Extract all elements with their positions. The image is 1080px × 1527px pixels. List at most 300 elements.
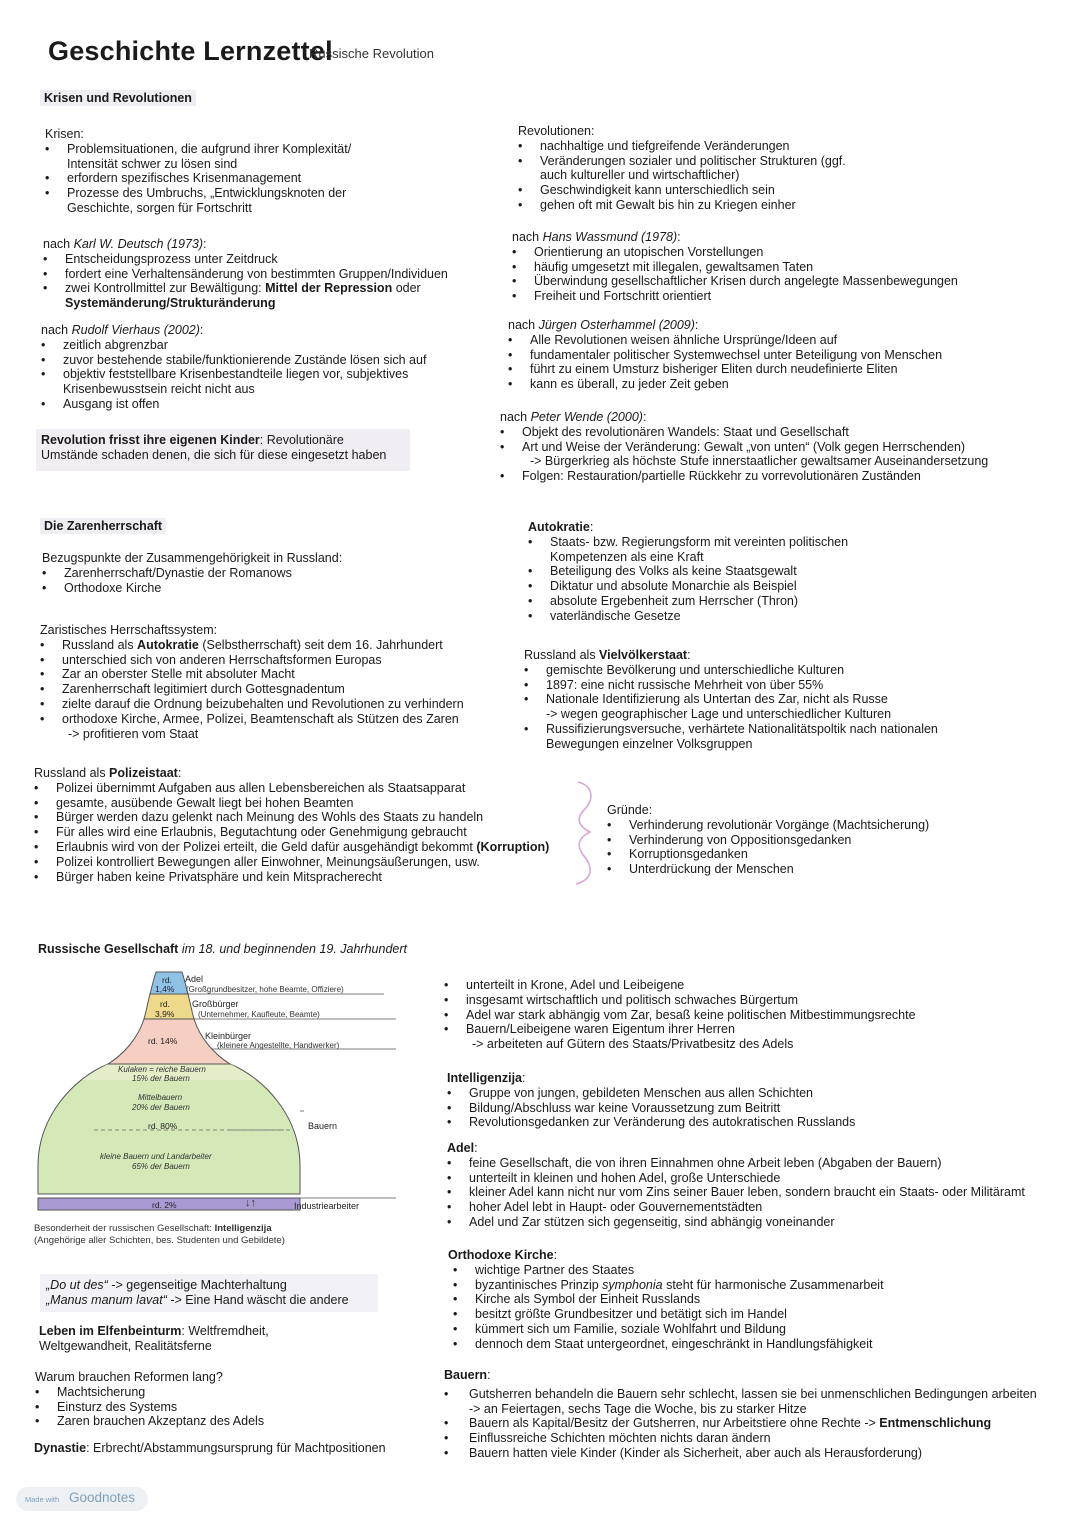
klein-sub: (kleinere Angestellte, Handwerker) bbox=[217, 1041, 340, 1050]
list-item-text: Staats- bzw. Regierungsform mit vereinten politischen bbox=[550, 534, 849, 549]
elfenbein-rest: : Weltfremdheit, bbox=[181, 1324, 269, 1338]
vielvoelker-colon: : bbox=[687, 648, 691, 662]
note-c: (Angehörige aller Schichten, bes. Studenten und Gebildete) bbox=[34, 1235, 285, 1246]
vielvoelker-prefix: Russland als bbox=[524, 648, 600, 662]
krisen-label: Krisen: bbox=[45, 127, 84, 141]
list-item bbox=[518, 198, 846, 213]
vierhaus-author: Rudolf Vierhaus (2002) bbox=[71, 323, 200, 337]
krisen-block bbox=[45, 127, 351, 216]
list-item bbox=[40, 653, 464, 668]
list-item-text: Objekt des revolutionären Wandels: Staat und Gesellschaft bbox=[522, 424, 849, 439]
list-item bbox=[453, 1307, 884, 1322]
gross-pct-a: rd. bbox=[160, 999, 170, 1009]
kulaken-a: Kulaken = reiche Bauern bbox=[118, 1065, 206, 1074]
doutdes-2a: „Manus manum lavat“ bbox=[46, 1292, 167, 1307]
bezug-block bbox=[42, 551, 342, 595]
list-item bbox=[40, 712, 464, 742]
list-item bbox=[45, 142, 351, 172]
bauern-pct: rd. 80% bbox=[148, 1121, 178, 1131]
list-item bbox=[41, 353, 426, 368]
list-item-text: Revolutionsgedanken zur Veränderung des autokratischen Russlands bbox=[469, 1115, 856, 1130]
vierhaus-list bbox=[41, 338, 426, 412]
list-item bbox=[447, 1156, 1025, 1171]
list-item bbox=[453, 1278, 884, 1293]
list-item-text: Einsturz des Systems bbox=[57, 1399, 178, 1414]
vierhaus-suffix: : bbox=[199, 323, 204, 337]
list-item bbox=[512, 289, 958, 304]
list-item-continuation: -> arbeiteten auf Gütern des Staats/Privatbesitz des Adels bbox=[472, 1037, 794, 1052]
kinder-line1 bbox=[41, 433, 405, 448]
list-item-text: Zar an oberster Stelle mit absoluter Macht bbox=[62, 667, 295, 682]
list-item bbox=[512, 260, 958, 275]
doutdes-1b: -> gegenseitige Machterhaltung bbox=[107, 1278, 287, 1292]
list-item-continuation: Kompetenzen als eine Kraft bbox=[550, 549, 704, 564]
list-item-text: Russifizierungsversuche, verhärtete Nationalitätspoltik nach nationalen bbox=[546, 721, 938, 736]
osterhammel-list bbox=[508, 333, 942, 392]
autokratie-block bbox=[528, 520, 848, 624]
list-item bbox=[524, 722, 938, 752]
sys1-c: (Selbstherrschaft) seit dem 16. Jahrhundert bbox=[198, 637, 443, 652]
kirche-block bbox=[448, 1248, 884, 1352]
kinder-box bbox=[36, 429, 410, 471]
vierhaus-heading bbox=[41, 323, 426, 338]
deutsch-list bbox=[43, 252, 448, 282]
list-item bbox=[40, 682, 464, 697]
reformen-block bbox=[35, 1370, 264, 1429]
revolutionen-block bbox=[518, 124, 846, 213]
mittel-a: Mittelbauern bbox=[138, 1093, 183, 1102]
list-item-text: Problemsituationen, die aufgrund ihrer Komplexität/ bbox=[67, 141, 352, 156]
list-item bbox=[524, 692, 938, 722]
list-item-text: Beteiligung des Volks als keine Staatsgewalt bbox=[550, 564, 797, 579]
elfenbein-bold: Leben im Elfenbeinturm bbox=[39, 1324, 182, 1338]
list-item-text: Kirche als Symbol der Einheit Russlands bbox=[475, 1292, 701, 1307]
list-item-text: führt zu einem Umsturz bisheriger Eliten durch neudefinierte Eliten bbox=[530, 362, 898, 377]
vierhaus-prefix: nach bbox=[41, 323, 72, 337]
wassmund-block bbox=[512, 230, 958, 304]
elfenbein-block bbox=[39, 1324, 269, 1354]
bauern-list bbox=[444, 1431, 1037, 1461]
intelligenzija-list bbox=[447, 1086, 855, 1130]
diagram-note-line1 bbox=[34, 1223, 285, 1235]
korruption-b: (Korruption) bbox=[476, 839, 550, 854]
list-item-text: feine Gesellschaft, die von ihren Einnahmen ohne Arbeit leben (Abgaben der Bauern) bbox=[469, 1155, 942, 1170]
kinder-bold: Revolution frisst ihre eigenen Kinder bbox=[41, 433, 260, 447]
list-item-text: Nationale Identifizierung als Untertan des Zar, nicht als Russe bbox=[546, 692, 888, 707]
polizei-block bbox=[34, 766, 549, 884]
gruende-label: Gründe: bbox=[607, 803, 653, 817]
list-item bbox=[518, 183, 846, 198]
osterhammel-suffix: : bbox=[694, 318, 699, 332]
system-list-first bbox=[40, 638, 464, 653]
list-item bbox=[41, 338, 426, 353]
arbeiter-label: Industriearbeiter bbox=[294, 1201, 360, 1211]
list-item bbox=[45, 171, 351, 186]
list-item bbox=[512, 245, 958, 260]
list-item-text: Bauern hatten viele Kinder (Kinder als Sicherheit, aber auch als Herausforderung) bbox=[469, 1445, 923, 1460]
wassmund-author: Hans Wassmund (1978) bbox=[542, 230, 678, 244]
adel-heading-label: Adel bbox=[447, 1141, 475, 1155]
kirche-item2-b: symphonia bbox=[602, 1277, 663, 1292]
list-item bbox=[528, 535, 848, 565]
kinder-line2: Umstände schaden denen, die sich für diese eingesetzt haben bbox=[41, 447, 387, 462]
list-item bbox=[453, 1322, 884, 1337]
deutsch-author: Karl W. Deutsch (1973) bbox=[73, 237, 204, 251]
bauern-item2-b: Entmenschlichung bbox=[879, 1416, 992, 1431]
section-heading-zaren: Die Zarenherrschaft bbox=[40, 518, 166, 534]
bauern-item1-a: Gutsherren behandeln die Bauern sehr schlecht, lassen sie bei unmenschlichen Bedingungen arbeiten bbox=[469, 1386, 1037, 1401]
list-item bbox=[444, 978, 916, 993]
kirche-list-first bbox=[448, 1263, 884, 1293]
autokratie-list bbox=[528, 535, 848, 624]
kirche-heading bbox=[448, 1248, 884, 1263]
list-item-text: Zarenherrschaft/Dynastie der Romanows bbox=[64, 565, 292, 580]
list-item bbox=[508, 333, 942, 348]
list-item-text: hoher Adel lebt in Haupt- oder Gouvernementstädten bbox=[469, 1200, 763, 1215]
list-item bbox=[45, 186, 351, 216]
wassmund-list bbox=[512, 245, 958, 304]
deutsch-block bbox=[43, 237, 448, 311]
list-item-text: Prozesse des Umbruchs, „Entwicklungsknoten der bbox=[67, 186, 347, 201]
list-item bbox=[34, 825, 549, 840]
gross-pct-b: 3,9% bbox=[155, 1009, 175, 1019]
list-item-continuation: Intensität schwer zu lösen sind bbox=[67, 156, 238, 171]
deutsch-item3-b: Mittel der Repression bbox=[265, 281, 393, 296]
sys1-b: Autokratie bbox=[137, 637, 199, 652]
list-item bbox=[518, 154, 846, 184]
wende-heading bbox=[500, 410, 988, 425]
intelligenzija-colon: : bbox=[522, 1071, 526, 1085]
list-item-text: Veränderungen sozialer und politischer Strukturen (ggf. bbox=[540, 153, 846, 168]
deutsch-suffix: : bbox=[203, 237, 207, 251]
list-item-text: kleiner Adel kann nicht nur vom Zins seiner Bauer leben, sondern braucht ein Staats- oder Militäramt bbox=[469, 1185, 1025, 1200]
list-item-text: Bürger haben keine Privatsphäre und kein Mitspracherecht bbox=[56, 869, 382, 884]
list-item-text: Bildung/Abschluss war keine Voraussetzung zum Beitritt bbox=[469, 1100, 781, 1115]
wende-block bbox=[500, 410, 988, 484]
list-item bbox=[447, 1101, 855, 1116]
krisen-list bbox=[45, 142, 351, 216]
doutdes-line2 bbox=[46, 1293, 372, 1308]
list-item bbox=[524, 663, 938, 678]
list-item-text: Folgen: Restauration/partielle Rückkehr zu vorrevolutionären Zuständen bbox=[522, 469, 921, 484]
list-item bbox=[447, 1115, 855, 1130]
list-item bbox=[518, 139, 846, 154]
list-item-text: Art und Weise der Veränderung: Gewalt „von unten“ (Volk gegen Herrschenden) bbox=[522, 439, 966, 454]
list-item bbox=[41, 367, 426, 397]
deutsch-item3-a: zwei Kontrollmittel zur Bewältigung: bbox=[65, 281, 266, 296]
kirche-colon: : bbox=[553, 1248, 558, 1262]
kulaken-b: 15% der Bauern bbox=[132, 1074, 190, 1083]
list-item bbox=[453, 1337, 884, 1352]
list-item-text: Verhinderung revolutionär Vorgänge (Machtsicherung) bbox=[629, 817, 930, 832]
list-item-text: Orientierung an utopischen Vorstellungen bbox=[534, 244, 764, 259]
list-item-text: Polizei kontrolliert Bewegungen aller Einwohner, Meinungsäußerungen, usw. bbox=[56, 854, 480, 869]
diagram-note bbox=[34, 1223, 285, 1247]
list-item-text: Überwindung gesellschaftlicher Krisen durch angelegte Massenbewegungen bbox=[534, 274, 958, 289]
wassmund-heading bbox=[512, 230, 958, 245]
list-item bbox=[41, 397, 426, 412]
gruende-list bbox=[607, 818, 929, 877]
list-item-text: Orthodoxe Kirche bbox=[64, 580, 162, 595]
list-item-text: Gruppe von jungen, gebildeten Menschen aus allen Schichten bbox=[469, 1085, 813, 1100]
list-item-text: unterschied sich von anderen Herrschaftsformen Europas bbox=[62, 652, 382, 667]
kirche-item1: wichtige Partner des Staates bbox=[475, 1262, 635, 1277]
list-item-text: Diktatur und absolute Monarchie als Beispiel bbox=[550, 579, 797, 594]
list-item bbox=[508, 348, 942, 363]
bauern-label: Bauern bbox=[308, 1121, 338, 1131]
vielvoelker-bold: Vielvölkerstaat bbox=[599, 648, 688, 662]
osterhammel-heading bbox=[508, 318, 942, 333]
list-item bbox=[447, 1185, 1025, 1200]
autokratie-colon: : bbox=[589, 520, 594, 534]
deutsch-item3-c: oder bbox=[392, 281, 421, 296]
list-item-text: Bauern/Leibeigene waren Eigentum ihrer Herren bbox=[466, 1022, 735, 1037]
list-item-text: Machtsicherung bbox=[57, 1384, 146, 1399]
polizei-bold: Polizeistaat bbox=[109, 766, 178, 780]
list-item bbox=[34, 870, 549, 885]
list-item bbox=[40, 638, 464, 653]
bauern-list-first bbox=[444, 1387, 1037, 1431]
kinder-rest: : Revolutionäre bbox=[259, 433, 344, 447]
polizei-list bbox=[34, 781, 549, 840]
society-diagram bbox=[34, 966, 434, 1216]
korruption-a: Erlaubnis wird von der Polizei erteilt, die Geld dafür ausgehändigt bekommt bbox=[56, 839, 477, 854]
polizei-prefix: Russland als bbox=[34, 766, 110, 780]
list-item bbox=[447, 1215, 1025, 1230]
kirche-item2-a: byzantinisches Prinzip bbox=[475, 1277, 603, 1292]
list-item-text: gesamte, ausübende Gewalt liegt bei hohen Beamten bbox=[56, 795, 354, 810]
list-item bbox=[35, 1414, 264, 1429]
up-down-arrows-icon: ↓↑ bbox=[245, 1197, 256, 1209]
mittel-b: 20% der Bauern bbox=[132, 1103, 190, 1112]
osterhammel-block bbox=[508, 318, 942, 392]
wende-suffix: : bbox=[642, 410, 647, 424]
curly-brace-icon bbox=[566, 778, 606, 888]
adel-label: Adel bbox=[185, 974, 204, 984]
list-item-text: 1897: eine nicht russische Mehrheit von über 55% bbox=[546, 677, 824, 692]
bezug-list bbox=[42, 566, 342, 596]
list-item-text: unterteilt in Krone, Adel und Leibeigene bbox=[466, 978, 685, 992]
adel-pct-a: rd. bbox=[162, 975, 172, 985]
kirche-list bbox=[448, 1292, 884, 1351]
bauern-heading bbox=[444, 1368, 1037, 1383]
list-item bbox=[447, 1086, 855, 1101]
list-item bbox=[607, 818, 929, 833]
list-item bbox=[42, 566, 342, 581]
list-item bbox=[34, 781, 549, 796]
list-item-continuation: -> Bürgerkrieg als höchste Stufe innerstaatlicher gewaltsamer Auseinandersetzung bbox=[530, 454, 989, 469]
osterhammel-author: Jürgen Osterhammel (2009) bbox=[538, 318, 695, 332]
gesellschaft-heading bbox=[38, 942, 407, 957]
kirche-item2-c: steht für harmonische Zusammenarbeit bbox=[662, 1277, 884, 1292]
badge-big-text: Goodnotes bbox=[69, 1490, 136, 1505]
elfenbein-line2: Weltgewandheit, Realitätsferne bbox=[39, 1338, 212, 1353]
list-item-text: gemischte Bevölkerung und unterschiedliche Kulturen bbox=[546, 662, 845, 677]
list-item-text: orthodoxe Kirche, Armee, Polizei, Beamtenschaft als Stützen des Zaren bbox=[62, 711, 459, 726]
list-item bbox=[34, 840, 549, 855]
list-item bbox=[43, 252, 448, 267]
bauern-item2-a: Bauern als Kapital/Besitz der Gutsherren, nur Arbeitstiere ohne Rechte -> bbox=[469, 1416, 880, 1431]
goodnotes-badge bbox=[16, 1487, 148, 1511]
vielvoelker-list bbox=[524, 663, 938, 752]
list-item bbox=[508, 362, 942, 377]
list-item-text: Ausgang ist offen bbox=[63, 396, 160, 411]
kleine-a: kleine Bauern und Landarbeiter bbox=[100, 1152, 212, 1161]
struktur-block bbox=[444, 978, 916, 1052]
list-item-text: gehen oft mit Gewalt bis hin zu Kriegen einher bbox=[540, 197, 796, 212]
wassmund-suffix: : bbox=[677, 230, 681, 244]
note-b: Intelligenzija bbox=[214, 1223, 272, 1234]
list-item bbox=[447, 1200, 1025, 1215]
list-item bbox=[35, 1385, 264, 1400]
brace-stroke bbox=[576, 782, 591, 884]
deutsch-heading bbox=[43, 237, 448, 252]
klein-label: Kleinbürger bbox=[205, 1031, 252, 1041]
list-item-text: objektiv feststellbare Krisenbestandteile liegen vor, subjektives bbox=[63, 367, 409, 382]
list-item bbox=[34, 796, 549, 811]
list-item-text: Zaren brauchen Akzeptanz des Adels bbox=[57, 1414, 265, 1429]
bauern-heading-colon: : bbox=[487, 1368, 491, 1382]
list-item-text: Einflussreiche Schichten möchten nichts daran ändern bbox=[469, 1431, 771, 1446]
adel-sub: (Großgrundbesitzer, hohe Beamte, Offiziere) bbox=[186, 985, 344, 994]
dynastie-bold: Dynastie bbox=[34, 1441, 87, 1455]
list-item-text: fordert eine Verhaltensänderung von bestimmten Gruppen/Individuen bbox=[65, 266, 448, 281]
elfenbein-line1 bbox=[39, 1324, 269, 1339]
note-a: Besonderheit der russischen Gesellschaft: bbox=[34, 1223, 215, 1234]
adel-heading bbox=[447, 1141, 1025, 1156]
bauern-heading-label: Bauern bbox=[444, 1368, 488, 1382]
bauern-block bbox=[444, 1368, 1037, 1461]
list-item bbox=[528, 579, 848, 594]
arbeiter-pct: rd. 2% bbox=[152, 1200, 177, 1210]
list-item-text: Unterdrückung der Menschen bbox=[629, 862, 794, 877]
list-item bbox=[444, 993, 916, 1008]
list-item-text: Verhinderung von Oppositionsgedanken bbox=[629, 832, 852, 847]
gesellschaft-heading-rest: im 18. und beginnenden 19. Jahrhundert bbox=[178, 942, 408, 956]
page-title: Geschichte Lernzettel bbox=[48, 36, 333, 66]
adel-heading-colon: : bbox=[474, 1141, 478, 1155]
list-item-text: Zarenherrschaft legitimiert durch Gottesgnadentum bbox=[62, 682, 345, 697]
page-subtitle: Russische Revolution bbox=[309, 46, 435, 61]
polizei-heading bbox=[34, 766, 549, 781]
list-item bbox=[43, 281, 448, 311]
list-item bbox=[444, 1022, 916, 1052]
list-item-text: Bürger werden dazu gelenkt nach Meinung des Wohls des Staats zu handeln bbox=[56, 810, 484, 825]
deutsch-prefix: nach bbox=[43, 237, 74, 251]
list-item bbox=[40, 697, 464, 712]
list-item-text: insgesamt wirtschaftlich und politisch schwaches Bürgertum bbox=[466, 992, 799, 1007]
polizei-list-korruption bbox=[34, 840, 549, 855]
list-item bbox=[444, 1416, 1037, 1431]
list-item bbox=[528, 609, 848, 624]
adel-pct-b: 1,4% bbox=[155, 984, 175, 994]
list-item-text: Polizei übernimmt Aufgaben aus allen Lebensbereichen als Staatsapparat bbox=[56, 780, 466, 795]
list-item-continuation: auch kultureller und wirtschaftlicher) bbox=[540, 168, 740, 183]
vielvoelker-block bbox=[524, 648, 938, 752]
list-item-text: Alle Revolutionen weisen ähnliche Ursprünge/Ideen auf bbox=[530, 332, 838, 347]
list-item-text: kümmert sich um Familie, soziale Wohlfahrt und Bildung bbox=[475, 1321, 787, 1336]
list-item bbox=[453, 1263, 884, 1278]
list-item-text: Freiheit und Fortschritt orientiert bbox=[534, 289, 712, 304]
list-item-text: absolute Ergebenheit zum Herrscher (Thron) bbox=[550, 593, 799, 608]
wende-prefix: nach bbox=[500, 410, 531, 424]
section-heading-krisen: Krisen und Revolutionen bbox=[40, 90, 196, 106]
list-item-text: Korruptionsgedanken bbox=[629, 847, 748, 862]
doutdes-box bbox=[40, 1274, 378, 1312]
list-item-text: fundamentaler politischer Systemwechsel unter Beteiligung von Menschen bbox=[530, 347, 943, 362]
doutdes-line1 bbox=[46, 1278, 372, 1293]
autokratie-heading bbox=[528, 520, 848, 535]
list-item-continuation: Krisenbewusstsein reicht nicht aus bbox=[63, 382, 255, 397]
deutsch-item3-d: Systemänderung/Strukturänderung bbox=[65, 296, 276, 311]
list-item-text: erfordern spezifisches Krisenmanagement bbox=[67, 171, 302, 186]
gross-sub: (Unternehmer, Kaufleute, Beamte) bbox=[198, 1010, 320, 1019]
bezug-label: Bezugspunkte der Zusammengehörigkeit in Russland: bbox=[42, 551, 343, 565]
list-item bbox=[453, 1292, 884, 1307]
list-item bbox=[607, 862, 929, 877]
list-item-text: Adel und Zar stützen sich gegenseitig, sind abhängig voneinander bbox=[469, 1214, 835, 1229]
system-block bbox=[40, 623, 464, 741]
list-item bbox=[512, 274, 958, 289]
list-item-text: dennoch dem Staat untergeordnet, eingeschränkt in Handlungsfähigkeit bbox=[475, 1336, 873, 1351]
bauern-item1-b: -> an Feiertagen, sechs Tage die Woche, bis zu starker Hitze bbox=[469, 1401, 807, 1416]
list-item bbox=[500, 425, 988, 440]
list-item bbox=[40, 667, 464, 682]
list-item-continuation: -> profitieren vom Staat bbox=[68, 726, 199, 741]
list-item-text: vaterländische Gesetze bbox=[550, 608, 681, 623]
klein-pct: rd. 14% bbox=[148, 1036, 178, 1046]
system-label: Zaristisches Herrschaftssystem: bbox=[40, 623, 218, 637]
doutdes-1a: „Do ut des“ bbox=[46, 1278, 108, 1292]
dynastie-rest: : Erbrecht/Abstammungsursprung für Machtpositionen bbox=[86, 1441, 386, 1455]
vielvoelker-heading bbox=[524, 648, 938, 663]
revolutionen-label: Revolutionen: bbox=[518, 124, 595, 138]
revolutionen-list bbox=[518, 139, 846, 213]
list-item bbox=[34, 810, 549, 825]
kirche-label: Orthodoxe Kirche bbox=[448, 1248, 554, 1262]
adel-list bbox=[447, 1156, 1025, 1230]
list-item bbox=[524, 678, 938, 693]
autokratie-label: Autokratie bbox=[528, 520, 590, 534]
wende-list bbox=[500, 425, 988, 484]
list-item bbox=[500, 440, 988, 470]
list-item-text: zuvor bestehende stabile/funktionierende Zustände lösen sich auf bbox=[63, 352, 427, 367]
list-item-text: Entscheidungsprozess unter Zeitdruck bbox=[65, 251, 278, 266]
list-item-text: kann es überall, zu jeder Zeit geben bbox=[530, 377, 729, 392]
list-item-text: häufig umgesetzt mit illegalen, gewaltsamen Taten bbox=[534, 259, 814, 274]
list-item bbox=[508, 377, 942, 392]
sys1-a: Russland als bbox=[62, 637, 138, 652]
list-item bbox=[607, 833, 929, 848]
list-item-continuation: -> wegen geographischer Lage und unterschiedlicher Kulturen bbox=[546, 707, 892, 722]
gesellschaft-heading-bold: Russische Gesellschaft bbox=[38, 942, 179, 956]
osterhammel-prefix: nach bbox=[508, 318, 539, 332]
reformen-label: Warum brauchen Reformen lang? bbox=[35, 1370, 223, 1384]
wassmund-prefix: nach bbox=[512, 230, 543, 244]
list-item bbox=[43, 267, 448, 282]
list-item bbox=[607, 847, 929, 862]
badge-small-text: Made with bbox=[25, 1495, 60, 1504]
list-item bbox=[528, 564, 848, 579]
intelligenzija-heading bbox=[447, 1071, 855, 1086]
list-item bbox=[500, 469, 988, 484]
adel-block bbox=[447, 1141, 1025, 1230]
list-item-text: Geschwindigkeit kann unterschiedlich sein bbox=[540, 183, 775, 198]
gross-label: Großbürger bbox=[192, 999, 239, 1009]
list-item bbox=[444, 1446, 1037, 1461]
system-list bbox=[40, 653, 464, 742]
intelligenzija-block bbox=[447, 1071, 855, 1130]
